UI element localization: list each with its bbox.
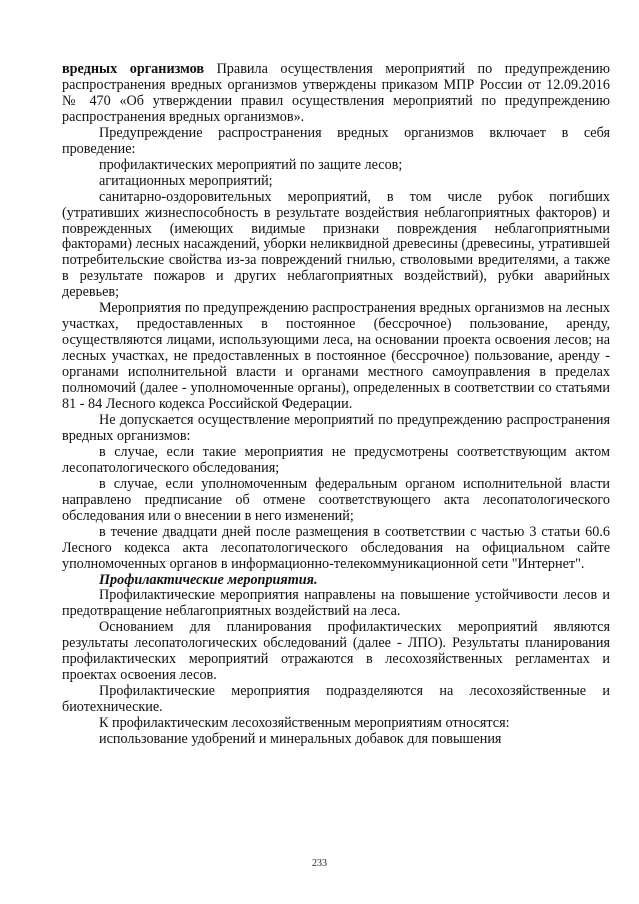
- list-item: в течение двадцати дней после размещения в соответствии с частью 3 статьи 60.6 Лесного кодекса акта лесопатологического обследования на официальном сайте уполномоченных органов в информационно-телекоммуникационной сети "Интернет".: [62, 523, 610, 572]
- paragraph: Основанием для планирования профилактических мероприятий являются результаты лесопатологических обследований (далее - ЛПО). Результаты планирования профилактических мероприятий отражаются в лесохозяйственных регламентах и проектах освоения лесов.: [62, 619, 610, 684]
- paragraph: Мероприятия по предупреждению распространения вредных организмов на лесных участках, предоставленных в постоянное (бессрочное) пользование, аренду, осуществляются лицами, использующими леса, на основании проекта освоения лесов; на лесных участках, не предоставленных в постоянное (бессрочное) пользование, аренду - органами исполнительной власти и органами местного самоуправления в пределах полномочий (далее - уполномоченные органы), определенных в соответствии со статьями 81 - 84 Лесного кодекса Российской Федерации.: [62, 300, 610, 413]
- paragraph-text: Правила осуществления мероприятий по предупреждению распространения вредных организмов утверждены приказом МПР России от 12.09.2016 № 470 «Об утверждении правил осуществления мероприятий по предупреждению распространения вредных организмов».: [62, 61, 610, 125]
- bold-lead-term: вредных организмов: [62, 61, 204, 77]
- paragraph: К профилактическим лесохозяйственным мероприятиям относятся:: [99, 715, 510, 732]
- paragraph: Профилактические мероприятия подразделяются на лесохозяйственные и биотехнические.: [62, 683, 610, 716]
- paragraph: Не допускается осуществление мероприятий по предупреждению распространения вредных организмов:: [62, 411, 610, 444]
- list-item: в случае, если такие мероприятия не предусмотрены соответствующим актом лесопатологического обследования;: [62, 443, 610, 476]
- page-number: 233: [312, 858, 327, 869]
- section-heading: Профилактические мероприятия.: [99, 571, 318, 588]
- list-item: санитарно-оздоровительных мероприятий, в том числе рубок погибших (утративших жизнеспособность в результате воздействия неблагоприятных факторов) и поврежденных (имеющих видимые признаки повреждения неблагоприятными факторами) лесных насаждений, уборки неликвидной древесины (древесины, утратившей потребительские свойства из-за повреждений гнилью, стволовыми вредителями, а также в результате пожаров и других неблагоприятных воздействий), рубки аварийных деревьев;: [62, 188, 610, 301]
- list-item: профилактических мероприятий по защите лесов;: [99, 156, 403, 173]
- list-item: использование удобрений и минеральных добавок для повышения: [99, 731, 502, 748]
- paragraph: Профилактические мероприятия направлены на повышение устойчивости лесов и предотвращение неблагоприятных воздействий на леса.: [62, 587, 610, 620]
- document-body: [62, 62, 610, 748]
- list-item: в случае, если уполномоченным федеральным органом исполнительной власти направлено предписание об отмене соответствующего акта лесопатологического обследования или о внесении в него изменений;: [62, 475, 610, 524]
- paragraph: Предупреждение распространения вредных организмов включает в себя проведение:: [62, 124, 610, 157]
- list-item: агитационных мероприятий;: [99, 172, 273, 189]
- paragraph: [62, 62, 610, 126]
